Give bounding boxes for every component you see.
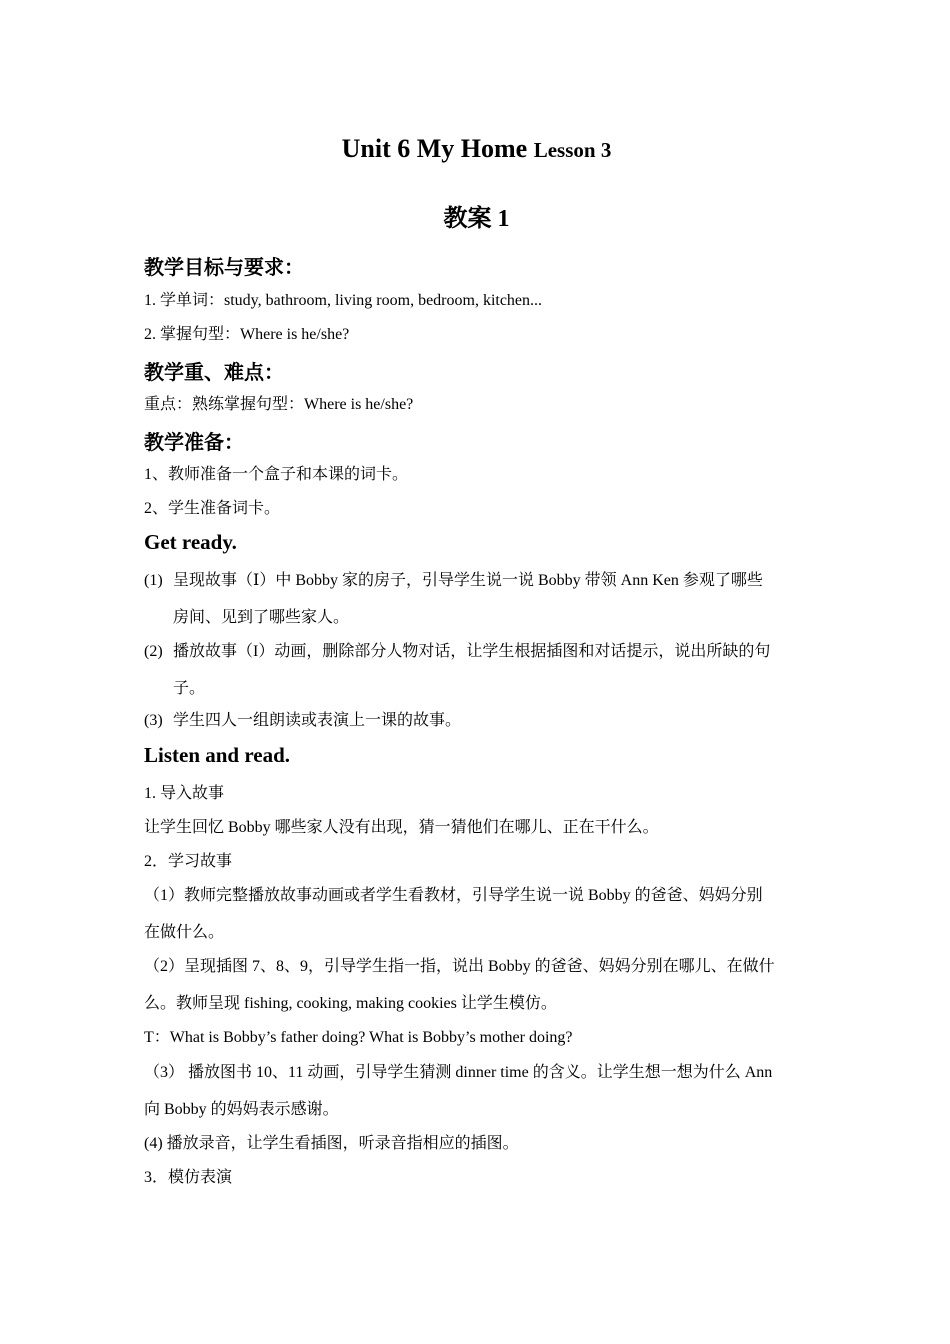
get-ready-item-2-cont: 子。 [173,680,206,697]
heading-key-points: 教学重、难点： [144,362,284,384]
item-number: (3) [144,712,163,729]
key-point-item: 重点：熟练掌握句型：Where is he/she? [144,396,414,413]
heading-objectives: 教学目标与要求： [144,257,304,279]
item-text: 学生四人一组朗读或表演上一课的故事。 [173,712,462,729]
heading-listen-and-read: Listen and read. [144,743,291,767]
listen-read-line: 2．学习故事 [144,853,233,870]
preparation-item: 1、教师准备一个盒子和本课的词卡。 [144,466,409,483]
heading-get-ready: Get ready. [144,530,237,554]
item-text: 播放故事（I）动画，删除部分人物对话，让学生根据插图和对话提示，说出所缺的句 [173,643,771,660]
listen-read-line: T：What is Bobby’s father doing? What is Bobby’s mother doing? [144,1029,573,1046]
objective-item: 1. 学单词：study, bathroom, living room, bedroom, kitchen... [144,292,543,309]
listen-read-line: 在做什么。 [144,924,225,941]
listen-read-line: 3．模仿表演 [144,1169,233,1186]
document-subtitle: 教案 1 [443,206,510,232]
listen-read-line: 向 Bobby 的妈妈表示感谢。 [144,1101,339,1118]
objective-item: 2. 掌握句型：Where is he/she? [144,326,350,343]
listen-read-line: （1）教师完整播放故事动画或者学生看教材，引导学生说一说 Bobby 的爸爸、妈妈分别 [144,887,763,904]
listen-read-line: 让学生回忆 Bobby 哪些家人没有出现，猜一猜他们在哪儿、正在干什么。 [144,819,659,836]
title-main: Unit 6 My Home [341,134,528,163]
listen-read-line: （2）呈现插图 7、8、9，引导学生指一指，说出 Bobby 的爸爸、妈妈分别在哪儿、在做什 [144,958,775,975]
document-title [144,134,809,164]
item-number: (1) [144,572,163,589]
listen-read-line: （3） 播放图书 10、11 动画，引导学生猜测 dinner time 的含义。让学生想一想为什么 Ann [144,1064,773,1081]
preparation-item: 2、学生准备词卡。 [144,500,281,517]
get-ready-item-2 [144,642,770,662]
heading-preparation: 教学准备： [144,432,244,454]
listen-read-line: 1. 导入故事 [144,785,225,802]
item-text: 呈现故事（Ⅰ）中 Bobby 家的房子，引导学生说一说 Bobby 带领 Ann Ken 参观了哪些 [173,572,763,589]
get-ready-item-1 [144,571,763,591]
item-number: (2) [144,643,163,660]
listen-read-line: (4) 播放录音，让学生看插图，听录音指相应的插图。 [144,1135,519,1152]
get-ready-item-1-cont: 房间、见到了哪些家人。 [173,609,350,626]
title-lesson: Lesson 3 [533,138,612,162]
get-ready-item-3 [144,711,461,731]
listen-read-line: 么。教师呈现 fishing, cooking, making cookies 让学生模仿。 [144,995,557,1012]
